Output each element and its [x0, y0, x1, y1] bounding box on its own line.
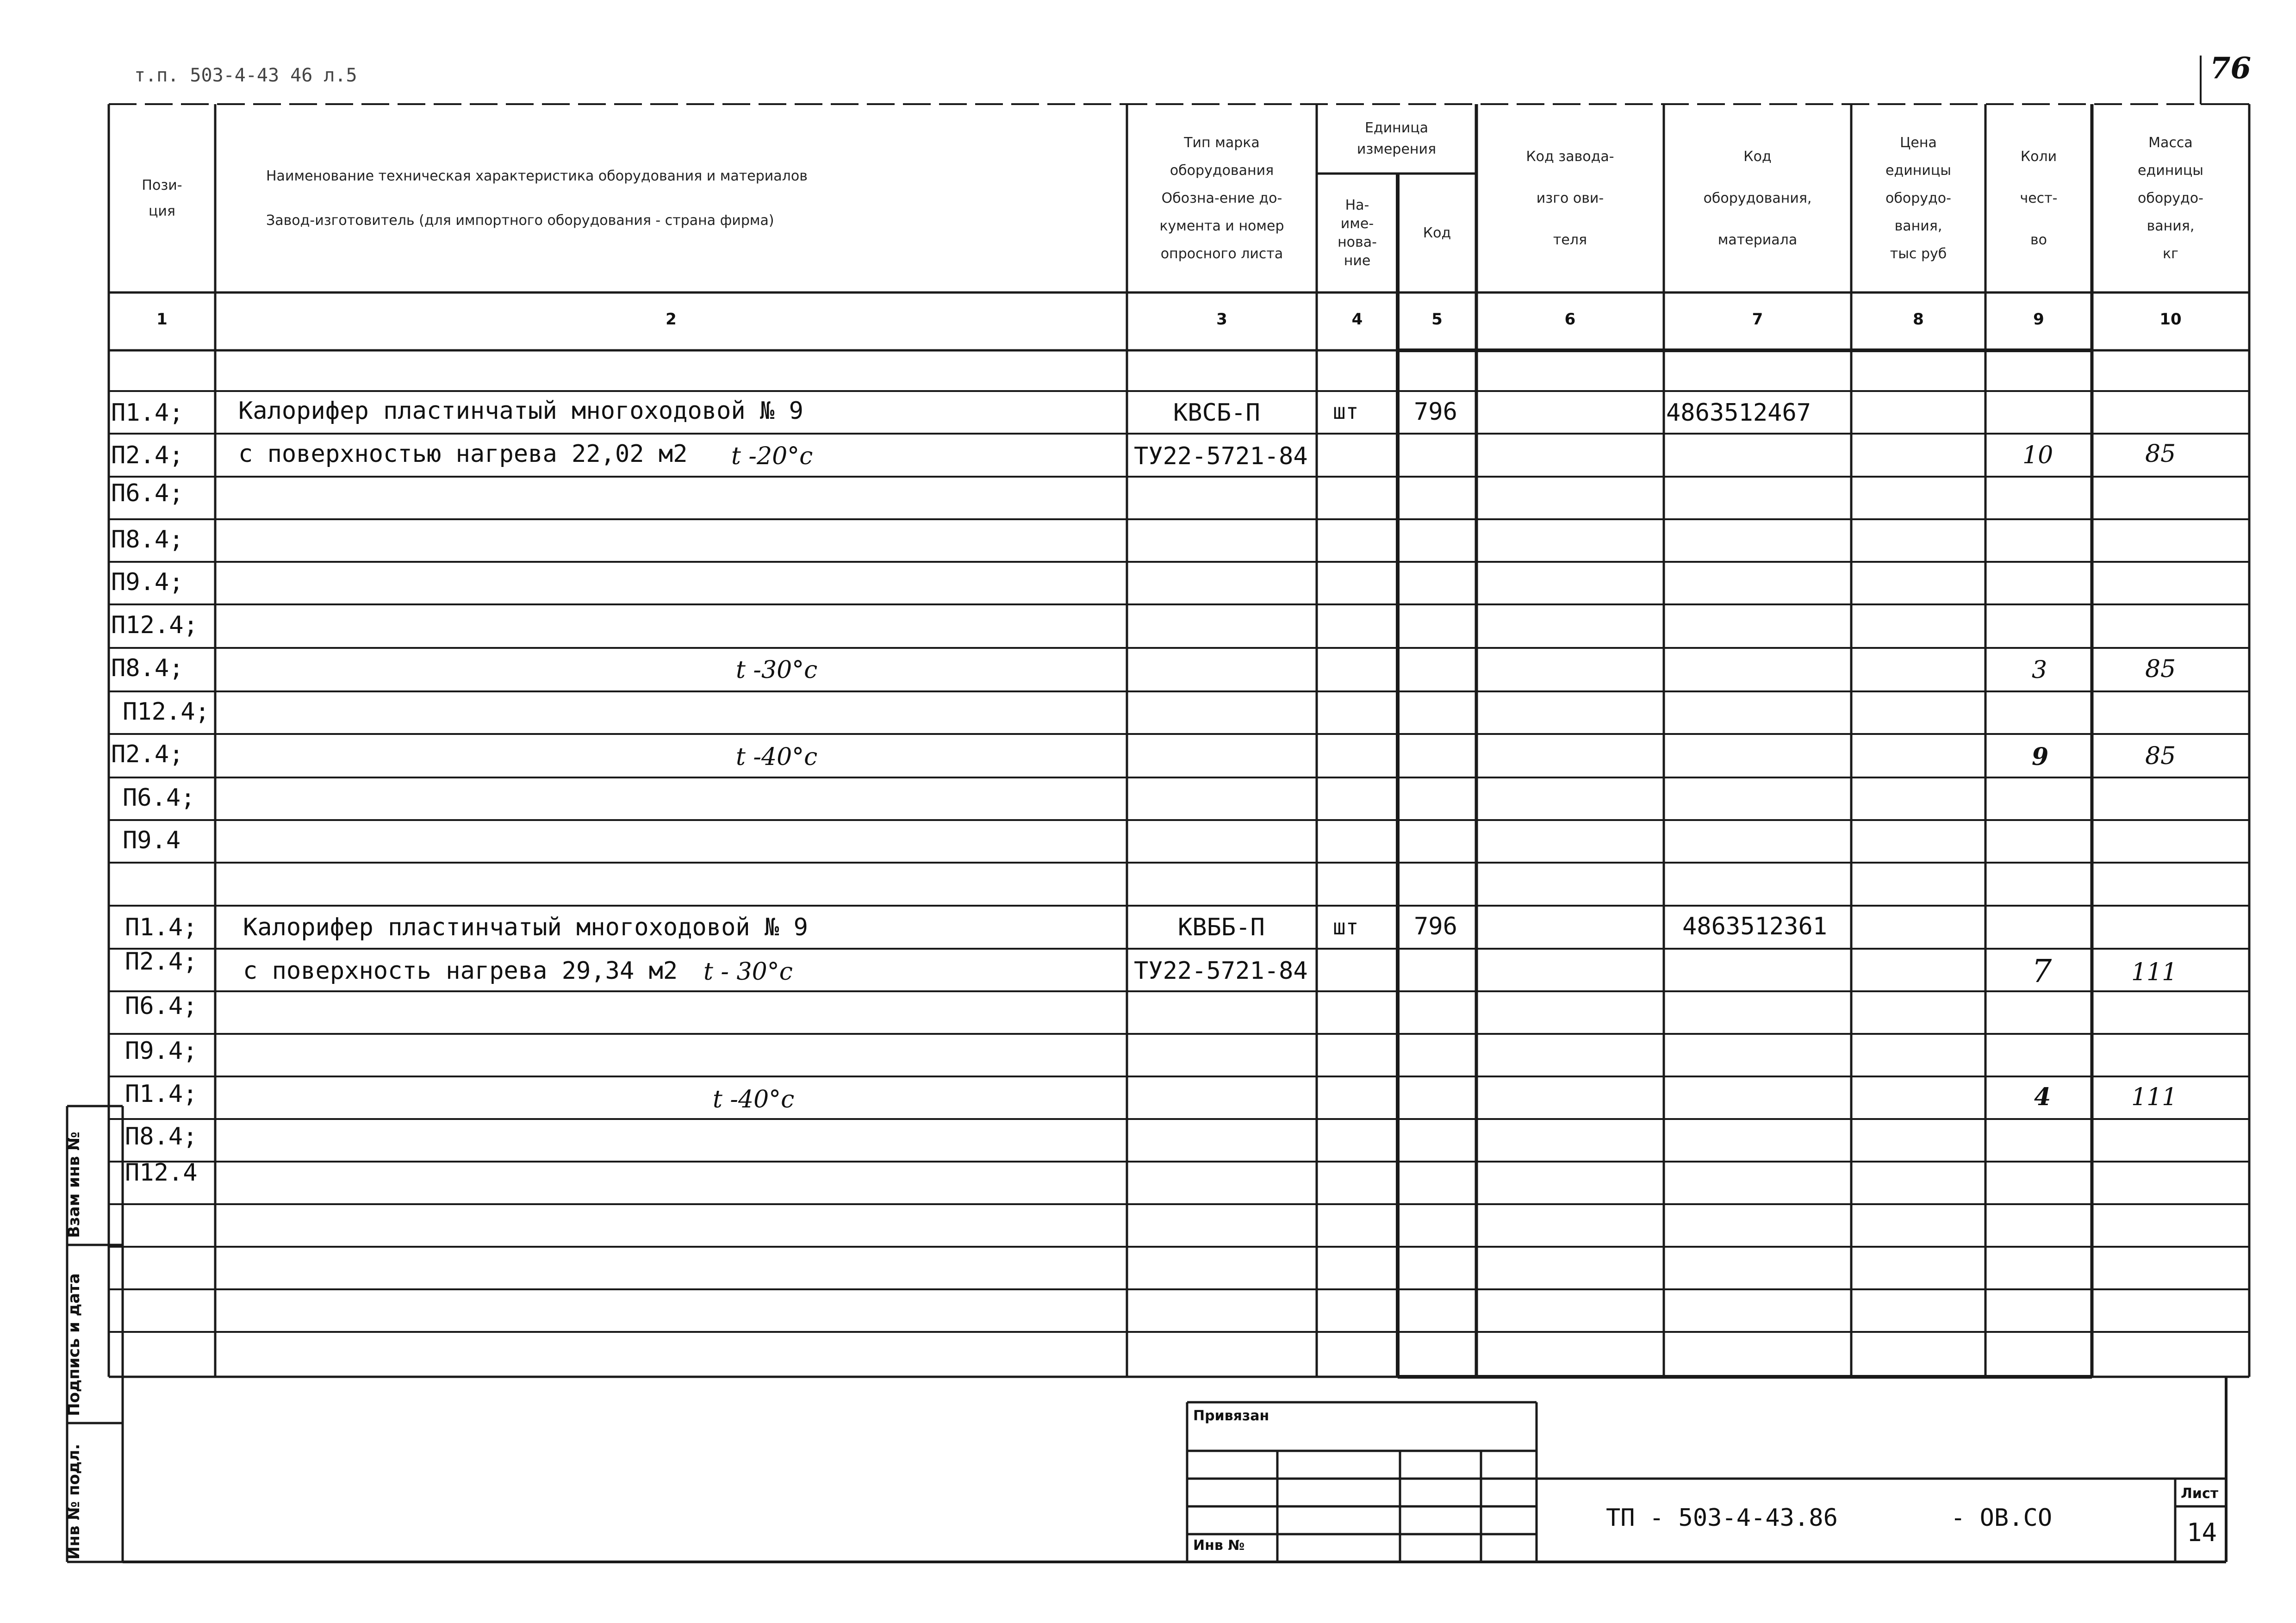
unit-name: шт [1333, 399, 1359, 424]
header-unit-code-text: Код [1423, 224, 1451, 241]
position-cell: П9.4; [125, 1037, 198, 1065]
sheet-number: 14 [2187, 1518, 2217, 1547]
header-name-line2: Завод-изготовитель (для импортного оборудования - страна фирма) [266, 212, 774, 229]
header-mass-text: Масса единицы оборудо- вания, кг [2138, 134, 2203, 262]
header-name-line1: Наименование техническая характеристика оборудования и материалов [266, 168, 808, 184]
quantity-value: 7 [2032, 953, 2052, 990]
header-type [1127, 104, 1317, 292]
header-unit-price [1851, 104, 1985, 292]
column-number: 3 [1216, 310, 1227, 329]
quantity-value: 4 [2034, 1083, 2051, 1111]
side-label-orig-inv: Инв № подл. [65, 1443, 83, 1560]
position-cell: П2.4; [111, 442, 184, 469]
mass-value: 111 [2131, 958, 2178, 986]
header-unit-code [1398, 174, 1476, 292]
quantity-value: 10 [2022, 442, 2053, 469]
mass-value: 85 [2145, 655, 2176, 683]
temperature-note: t -20°c [731, 442, 813, 470]
column-number: 5 [1431, 310, 1443, 329]
header-type-text: Тип марка оборудования Обозна-ение до- кумента и номер опросного листа [1159, 134, 1284, 262]
equipment-code: 4863512467 [1666, 399, 1811, 427]
document-suffix: - ОВ.СО [1951, 1504, 2053, 1532]
side-label-replace-inv: Взам инв № [65, 1132, 83, 1238]
header-equipment-code-text: Код оборудования, материала [1703, 148, 1812, 248]
side-label-sign-date: Подпись и дата [65, 1273, 83, 1416]
header-quantity-text: Коли чест- во [2020, 148, 2058, 248]
item-name-line: Калорифер пластинчатый многоходовой № 9 [243, 914, 808, 941]
item-name-line: с поверхностью нагрева 22,02 м2 [238, 440, 688, 468]
sheet-label: Лист [2181, 1486, 2219, 1502]
column-number: 4 [1351, 310, 1363, 329]
position-cell: П1.4; [125, 914, 198, 941]
item-name-line: с поверхность нагрева 29,34 м2 [243, 957, 678, 985]
equipment-type: КВББ-П [1178, 914, 1265, 941]
position-cell: П12.4 [125, 1159, 198, 1187]
header-unit-price-text: Цена единицы оборудо- вания, тыс руб [1885, 134, 1951, 262]
temperature-note: t -30°c [736, 656, 818, 684]
stamp-inv-label: Инв № [1193, 1537, 1245, 1554]
header-position [109, 104, 215, 292]
unit-name: шт [1333, 914, 1359, 939]
position-cell: П12.4; [123, 698, 210, 726]
page-reference: т.п. 503-4-43 46 л.5 [134, 65, 357, 86]
header-maker-code-text: Код завода- изго ови- теля [1526, 148, 1614, 248]
unit-code: 796 [1414, 398, 1457, 426]
document-ref: ТУ22-5721-84 [1134, 957, 1308, 985]
position-cell: П6.4; [123, 784, 195, 812]
column-number: 9 [2033, 310, 2044, 329]
position-cell: П1.4; [125, 1080, 198, 1108]
column-number: 2 [666, 310, 677, 329]
position-cell: П9.4; [111, 568, 184, 596]
header-maker-code [1476, 104, 1664, 292]
quantity-value: 9 [2032, 743, 2049, 771]
position-cell: П6.4; [125, 992, 198, 1020]
quantity-value: 3 [2032, 656, 2047, 684]
temperature-note: t -40°c [713, 1086, 795, 1113]
position-cell: П2.4; [111, 740, 184, 768]
header-unit-group [1317, 104, 1476, 174]
item-name-line: Калорифер пластинчатый многоходовой № 9 [238, 397, 803, 425]
position-cell: П1.4; [111, 399, 184, 427]
header-unit-name [1317, 174, 1398, 292]
column-number: 10 [2159, 310, 2182, 329]
column-number: 1 [156, 310, 168, 329]
document-code: ТП - 503-4-43.86 [1606, 1504, 1838, 1532]
position-cell: П8.4; [111, 526, 184, 553]
mass-value: 111 [2131, 1083, 2178, 1111]
position-cell: П9.4 [123, 827, 181, 854]
header-mass [2092, 104, 2249, 292]
header-quantity [1985, 104, 2092, 292]
mass-value: 85 [2145, 742, 2176, 770]
document-ref: ТУ22-5721-84 [1134, 442, 1308, 470]
stamp-attached-label: Привязан [1193, 1408, 1269, 1424]
position-cell: П2.4; [125, 948, 198, 976]
page-number: 76 [2210, 51, 2252, 86]
column-number: 7 [1752, 310, 1763, 329]
position-cell: П8.4; [125, 1123, 198, 1150]
equipment-code: 4863512361 [1682, 913, 1828, 940]
position-cell: П12.4; [111, 611, 198, 639]
header-name [215, 104, 1127, 292]
header-unit-group-text: Единица измерения [1356, 120, 1437, 157]
temperature-note: t -40°c [736, 743, 818, 771]
equipment-type: КВСБ-П [1173, 399, 1260, 427]
position-cell: П8.4; [111, 654, 184, 682]
column-number: 8 [1913, 310, 1924, 329]
header-equipment-code [1664, 104, 1851, 292]
header-position-text: Пози- ция [142, 177, 182, 219]
header-unit-name-text: На- име- нова- ние [1338, 197, 1377, 269]
temperature-note: t - 30°c [703, 958, 793, 986]
position-cell: П6.4; [111, 479, 184, 507]
unit-code: 796 [1414, 913, 1457, 940]
column-number: 6 [1564, 310, 1576, 329]
mass-value: 85 [2145, 440, 2176, 468]
